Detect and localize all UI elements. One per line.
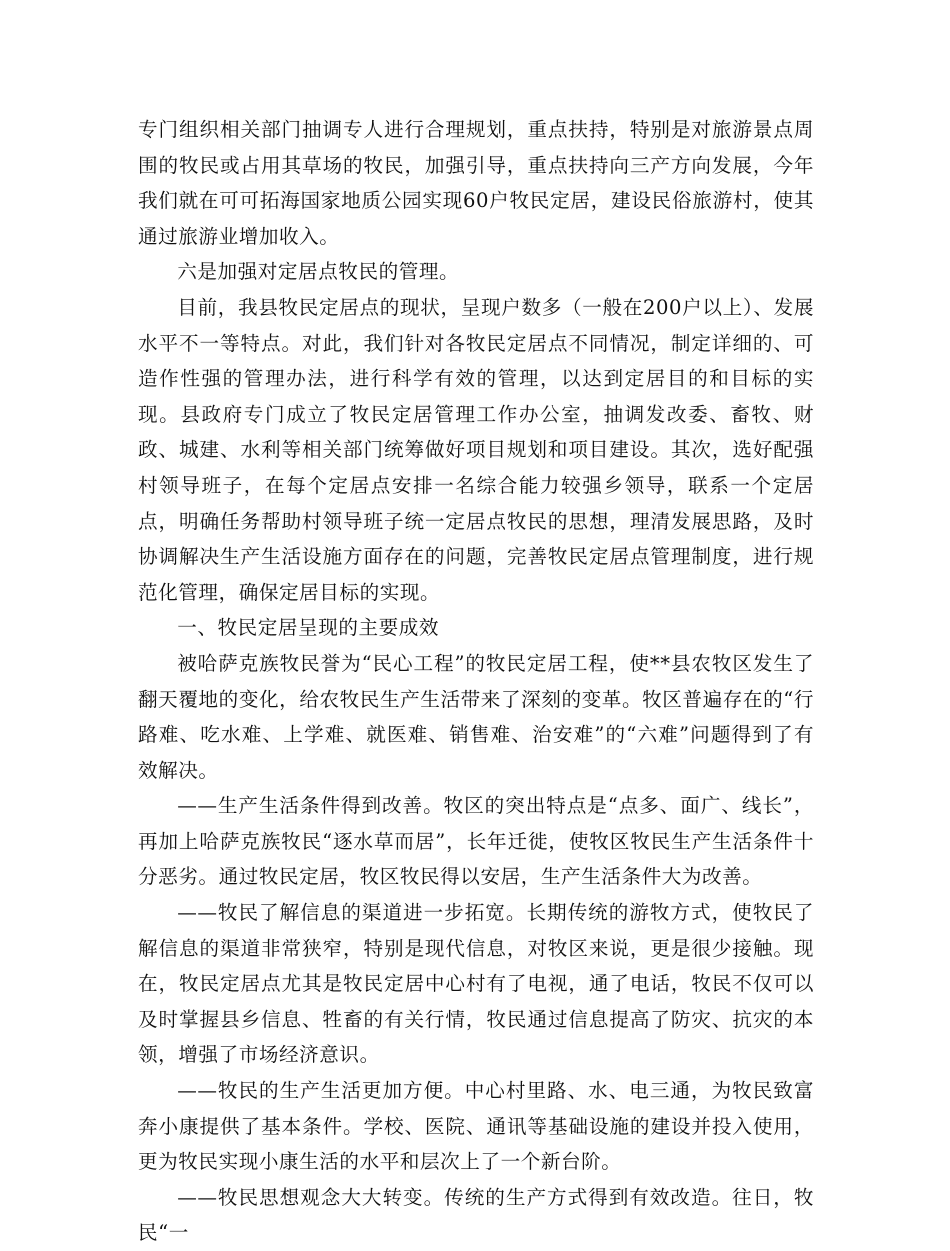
paragraph-8: ——牧民的生产生活更加方便。中心村里路、水、电三通，为牧民致富奔小康提供了基本条件。学校、医院、通讯等基础设施的建设并投入使用，更为牧民实现小康生活的水平和层次上了一个新台阶。	[138, 1079, 814, 1174]
paragraph-2: 六是加强对定居点牧民的管理。	[177, 260, 460, 284]
paragraph-6: ——生产生活条件得到改善。牧区的突出特点是“点多、面广、线长”，再加上哈萨克族牧民“逐水草而居”，长年迁徙，使牧区牧民生产生活条件十分恶劣。通过牧民定居，牧区牧民得以安居，生产生活条件大为改善。	[138, 794, 814, 889]
document-body	[138, 112, 814, 1251]
paragraph-3: 目前，我县牧民定居点的现状，呈现户数多（一般在200户以上）、发展水平不一等特点。对此，我们针对各牧民定居点不同情况，制定详细的、可造作性强的管理办法，进行科学有效的管理，以达到定居目的和目标的实现。县政府专门成立了牧民定居管理工作办公室，抽调发改委、畜牧、财政、城建、水利等相关部门统筹做好项目规划和项目建设。其次，选好配强村领导班子，在每个定居点安排一名综合能力较强乡领导，联系一个定居点，明确任务帮助村领导班子统一定居点牧民的思想，理清发展思路，及时协调解决生产生活设施方面存在的问题，完善牧民定居点管理制度，进行规范化管理，确保定居目标的实现。	[138, 295, 814, 604]
paragraph-7: ——牧民了解信息的渠道进一步拓宽。长期传统的游牧方式，使牧民了解信息的渠道非常狭窄，特别是现代信息，对牧区来说，更是很少接触。现在，牧民定居点尤其是牧民定居中心村有了电视，通了电话，牧民不仅可以及时掌握县乡信息、牲畜的有关行情，牧民通过信息提高了防灾、抗灾的本领，增强了市场经济意识。	[138, 901, 814, 1067]
paragraph-5: 被哈萨克族牧民誉为“民心工程”的牧民定居工程，使**县农牧区发生了翻天覆地的变化，给农牧民生产生活带来了深刻的变革。牧区普遍存在的“行路难、吃水难、上学难、就医难、销售难、治安难”的“六难”问题得到了有效解决。	[138, 651, 814, 782]
section-heading: 一、牧民定居呈现的主要成效	[177, 616, 440, 640]
paragraph-1: 专门组织相关部门抽调专人进行合理规划，重点扶持，特别是对旅游景点周围的牧民或占用其草场的牧民，加强引导，重点扶持向三产方向发展，今年我们就在可可拓海国家地质公园实现60户牧民定居，建设民俗旅游村，使其通过旅游业增加收入。	[138, 118, 814, 248]
paragraph-9: ——牧民思想观念大大转变。传统的生产方式得到有效改造。往日，牧民“一	[138, 1185, 814, 1245]
